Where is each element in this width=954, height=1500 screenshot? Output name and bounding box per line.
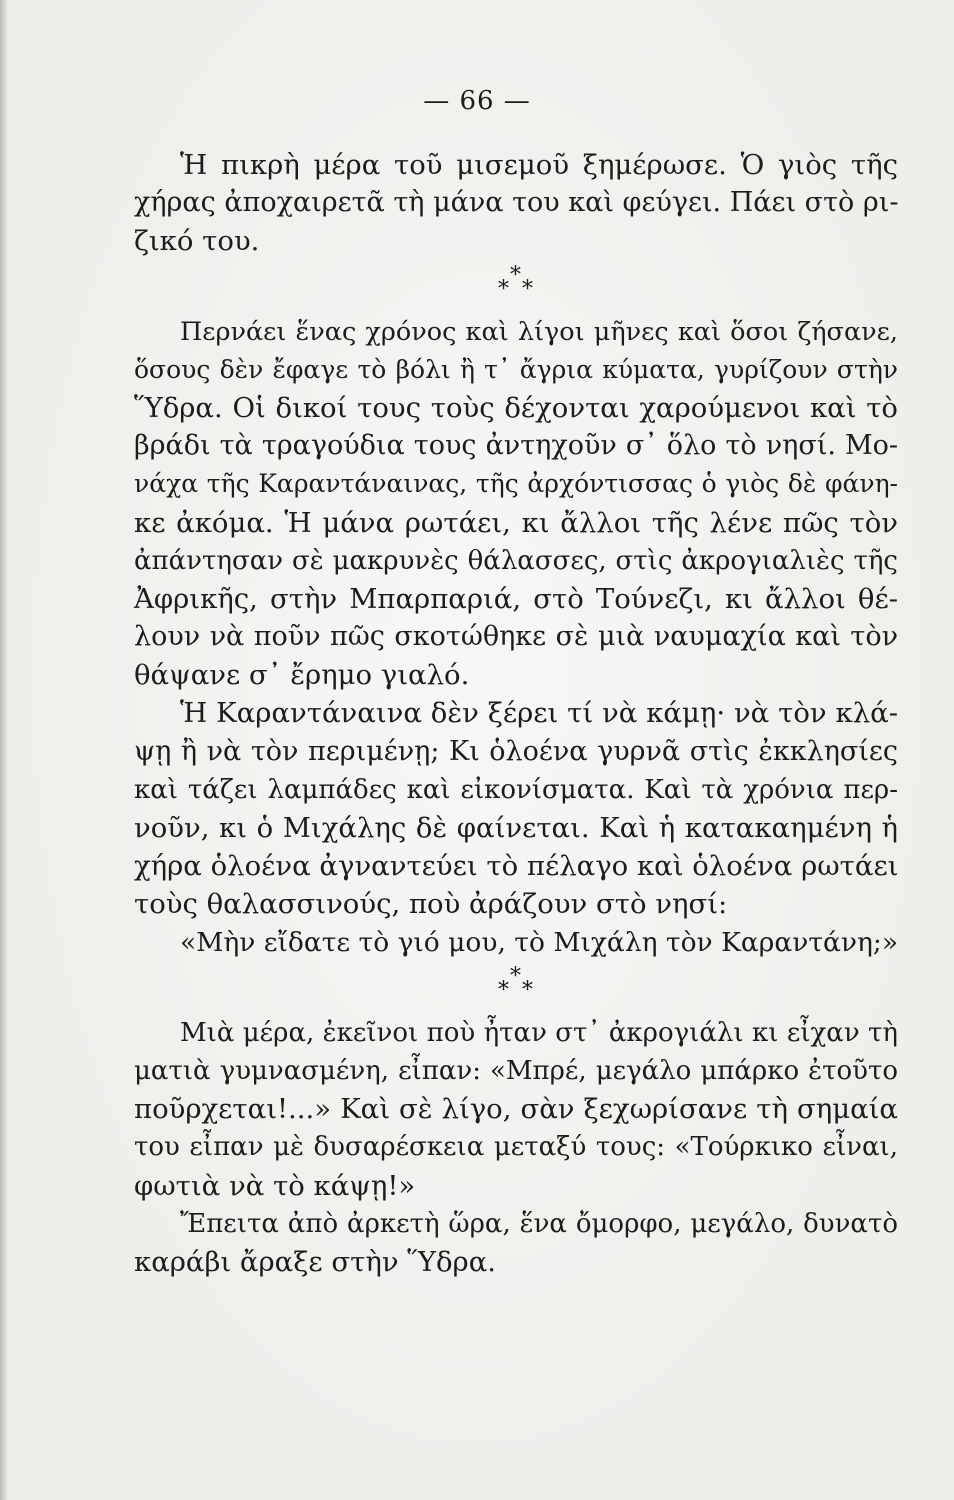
- text-line: Μιὰ μέρα, ἐκεῖνοι ποὺ ἦταν στ᾽ ἀκρογιάλι κι εἶχαν τὴ: [180, 1017, 898, 1048]
- text-line: ψῃ ἢ νὰ τὸν περιμένῃ; Κι ὁλοένα γυρνᾶ στὶς ἐκκλησίες: [134, 735, 898, 767]
- text-line: φωτιὰ νὰ τὸ κάψῃ!»: [134, 1169, 416, 1202]
- page-number: — 66 —: [423, 86, 531, 116]
- asterism-star: *: [522, 276, 533, 302]
- text-line: «Μὴν εἴδατε τὸ γιό μου, τὸ Μιχάλη τὸν Καραντάνη;»: [180, 926, 899, 958]
- text-line: κε ἀκόμα. Ἡ μάνα ρωτάει, κι ἄλλοι τῆς λένε πῶς τὸν: [134, 506, 898, 539]
- text-line: λουν νὰ ποῦν πῶς σκοτώθηκε σὲ μιὰ ναυμαχία καὶ τὸν: [134, 621, 898, 653]
- section-asterism: [134, 962, 898, 1014]
- text-line: νοῦν, κι ὁ Μιχάλης δὲ φαίνεται. Καὶ ἡ κατακαημένη ἡ: [134, 812, 898, 844]
- text-line: ἀπάντησαν σὲ μακρυνὲς θάλασσες, στὶς ἀκρογιαλιὲς τῆς: [134, 545, 898, 576]
- text-line: του εἶπαν μὲ δυσαρέσκεια μεταξύ τους: «Τούρκικο εἶναι,: [134, 1132, 898, 1163]
- text-line: Ὕδρα. Οἱ δικοί τους τοὺς δέχονται χαρούμενοι καὶ τὸ: [134, 391, 898, 424]
- text-line: χήρας ἀποχαιρετᾶ τὴ μάνα του καὶ φεύγει. Πάει στὸ ρι-: [134, 187, 899, 219]
- text-line: Ἔπειτα ἀπὸ ἀρκετὴ ὥρα, ἕνα ὄμορφο, μεγάλο, δυνατὸ: [180, 1208, 898, 1239]
- text-line: ματιὰ γυμνασμένη, εἶπαν: «Μπρέ, μεγάλο μπάρκο ἐτοῦτο: [134, 1055, 898, 1086]
- text-line: Ἡ πικρὴ μέρα τοῦ μισεμοῦ ξημέρωσε. Ὁ γιὸς τῆς: [180, 149, 898, 181]
- page-edge-shadow: [0, 0, 8, 1500]
- asterism-star: *: [510, 963, 521, 989]
- text-line: καράβι ἄραξε στὴν Ὕδρα.: [134, 1245, 497, 1278]
- text-line: ὅσους δὲν ἔφαγε τὸ βόλι ἢ τ᾽ ἄγρια κύματα, γυρίζουν στὴν: [134, 354, 898, 384]
- asterism-star: *: [522, 977, 533, 1003]
- asterism-star: *: [498, 276, 509, 302]
- body-text: [134, 146, 898, 1281]
- text-line: Περνάει ἕνας χρόνος καὶ λίγοι μῆνες καὶ ὅσοι ζήσανε,: [180, 316, 898, 347]
- text-line: νάχα τῆς Καραντάναινας, τῆς ἀρχόντισσας ὁ γιὸς δὲ φάνη-: [134, 469, 898, 499]
- text-line: Ἀφρικῆς, στὴν Μπαρπαριά, στὸ Τούνεζι, κι ἄλλοι θέ-: [134, 582, 898, 615]
- asterism-star: *: [510, 262, 521, 288]
- section-asterism: [134, 261, 898, 313]
- text-line: καὶ τάζει λαμπάδες καὶ εἰκονίσματα. Καὶ τὰ χρόνια περ-: [134, 774, 898, 805]
- asterism-star: *: [498, 977, 509, 1003]
- text-line: ζικό του.: [134, 225, 260, 258]
- text-line: θάψανε σ᾽ ἔρημο γιαλό.: [134, 659, 470, 692]
- text-line: ποῦρχεται!...» Καὶ σὲ λίγο, σὰν ξεχωρίσανε τὴ σημαία: [134, 1093, 898, 1126]
- text-line: τοὺς θαλασσινούς, ποὺ ἀράζουν στὸ νησί:: [134, 888, 728, 921]
- text-line: βράδι τὰ τραγούδια τους ἀντηχοῦν σ᾽ ὅλο τὸ νησί. Μο-: [134, 430, 898, 462]
- text-line: χήρα ὁλοένα ἀγναντεύει τὸ πέλαγο καὶ ὁλοένα ρωτάει: [134, 850, 899, 883]
- text-line: Ἡ Καραντάναινα δὲν ξέρει τί νὰ κάμῃ· νὰ τὸν κλά-: [180, 697, 898, 730]
